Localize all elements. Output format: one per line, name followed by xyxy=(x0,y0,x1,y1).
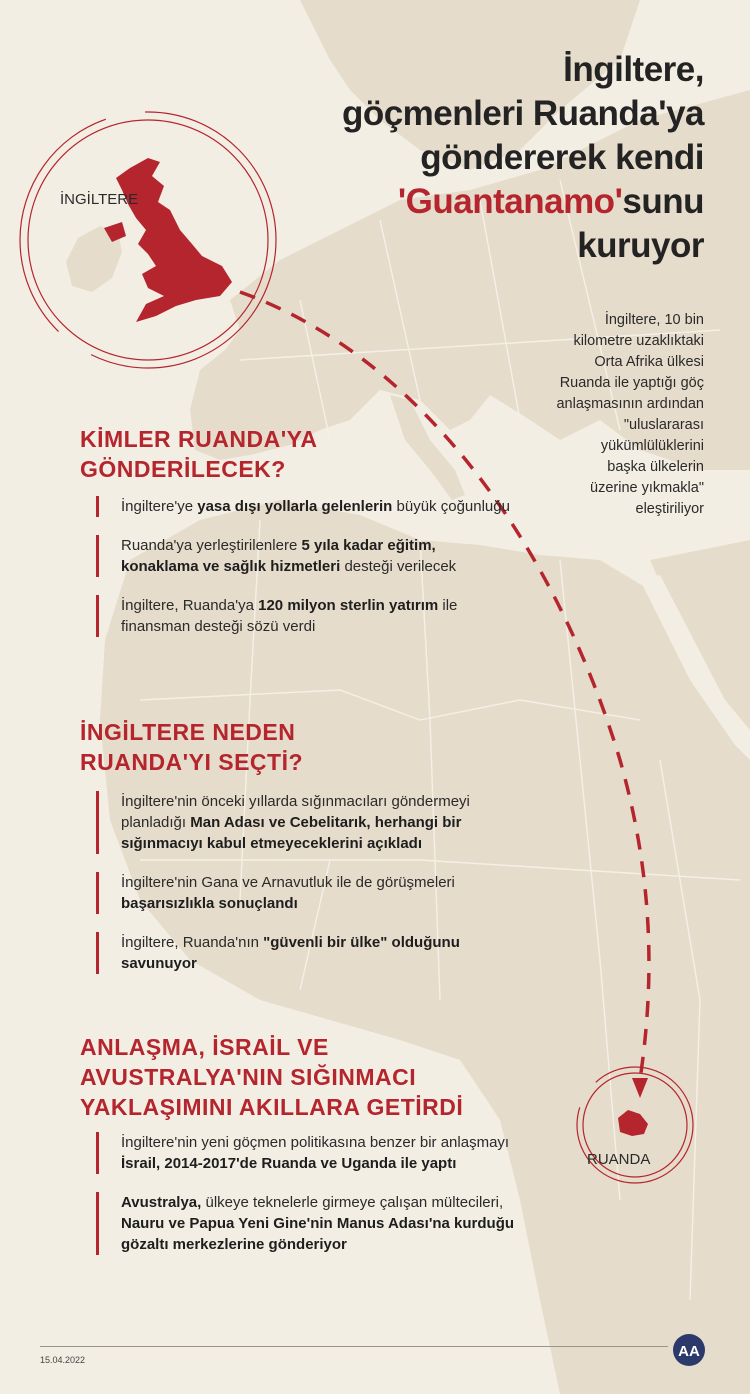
map-label-uk: İNGİLTERE xyxy=(60,191,139,208)
subtitle-line: Orta Afrika ülkesi xyxy=(594,354,704,370)
title-line-4 xyxy=(244,180,704,224)
item-text: Ruanda'ya yerleştirilenlere xyxy=(121,537,302,554)
section-items-comparison xyxy=(96,1132,516,1273)
section-title-line: GÖNDERİLECEK? xyxy=(80,456,286,482)
section-items-why xyxy=(96,791,516,992)
section-title-line: RUANDA'YI SEÇTİ? xyxy=(80,749,304,775)
info-item xyxy=(96,1132,516,1174)
title-line-5: kuruyor xyxy=(577,226,704,265)
info-item xyxy=(96,1192,516,1255)
section-title-line: YAKLAŞIMINI AKILLARA GETİRDİ xyxy=(80,1094,464,1120)
title-line-2: göçmenleri Ruanda'ya xyxy=(341,94,704,133)
aa-logo-icon xyxy=(672,1333,706,1367)
item-text: İngiltere'nin yeni göçmen politikasına benzer bir anlaşmayı xyxy=(121,1134,510,1151)
section-title-line: İNGİLTERE NEDEN xyxy=(80,719,296,745)
info-item xyxy=(96,535,516,577)
logo-text: AA xyxy=(678,1343,700,1360)
subtitle xyxy=(474,310,704,520)
section-items-who xyxy=(96,496,516,655)
item-text-bold: "güvenli bir ülke" olduğunu savunuyor xyxy=(121,934,460,972)
item-text-bold: 5 yıla kadar eğitim, konaklama ve sağlık hizmetleri xyxy=(121,537,436,575)
info-item xyxy=(96,496,516,517)
title-line-4-rest: sunu xyxy=(622,182,704,221)
subtitle-line: Ruanda ile yaptığı göç xyxy=(559,375,704,391)
footer-date: 15.04.2022 xyxy=(40,1355,86,1365)
item-text-bold: yasa dışı yollarla gelenlerin xyxy=(197,498,393,515)
item-text: İngiltere'nin Gana ve Arnavutluk ile de görüşmeleri xyxy=(121,874,455,891)
item-text: İngiltere'ye xyxy=(121,498,198,515)
item-text: İngiltere, Ruanda'nın xyxy=(121,934,264,951)
item-text: ülkeye teknelerle girmeye çalışan mültecileri, xyxy=(201,1194,504,1211)
item-text-bold: başarısızlıkla sonuçlandı xyxy=(121,895,298,912)
subtitle-line: üzerine yıkmakla" xyxy=(590,480,704,496)
section-title-who xyxy=(80,424,318,484)
subtitle-line: kilometre uzaklıktaki xyxy=(573,333,704,349)
item-text: ile finansman desteği sözü verdi xyxy=(121,597,458,635)
item-text-bold: 120 milyon sterlin yatırım xyxy=(258,597,439,614)
item-text: İngiltere, Ruanda'ya xyxy=(121,597,259,614)
info-item xyxy=(96,932,516,974)
map-label-rwanda: RUANDA xyxy=(587,1151,651,1168)
info-item xyxy=(96,595,516,637)
info-item xyxy=(96,791,516,854)
item-text: İngiltere'nin önceki yıllarda sığınmacıları göndermeyi planladığı xyxy=(121,793,470,831)
section-title-line: KİMLER RUANDA'YA xyxy=(80,426,318,452)
footer-divider xyxy=(40,1346,668,1347)
info-item xyxy=(96,872,516,914)
item-text-bold: Avustralya, xyxy=(121,1194,202,1211)
item-text-bold: İsrail, 2014-2017'de Ruanda ve Uganda ile yaptı xyxy=(121,1155,457,1172)
uk-shape xyxy=(116,158,232,322)
title-line-3: göndererek kendi xyxy=(420,138,704,177)
subtitle-line: başka ülkelerin xyxy=(607,459,704,475)
subtitle-line: yükümlülüklerini xyxy=(600,438,704,454)
page-title xyxy=(244,48,704,268)
item-text-bold: Man Adası ve Cebelitarık, herhangi bir sığınmacıyı kabul etmeyeceklerini açıkladı xyxy=(121,814,462,852)
subtitle-line: anlaşmasının ardından xyxy=(556,396,704,412)
section-title-line: AVUSTRALYA'NIN SIĞINMACI xyxy=(80,1064,417,1090)
subtitle-line: "uluslararası xyxy=(623,417,704,433)
section-title-why xyxy=(80,717,303,777)
subtitle-line: eleştiriliyor xyxy=(635,501,704,517)
section-title-line: ANLAŞMA, İSRAİL VE xyxy=(80,1034,329,1060)
section-title-comparison xyxy=(80,1032,463,1122)
title-line-1: İngiltere, xyxy=(563,50,704,89)
item-text: desteği verilecek xyxy=(340,558,457,575)
title-highlight: 'Guantanamo' xyxy=(397,182,623,221)
item-text-bold: Nauru ve Papua Yeni Gine'nin Manus Adası'na kurduğu gözaltı merkezlerine gönderiyor xyxy=(121,1215,515,1253)
item-text: büyük çoğunluğu xyxy=(392,498,510,515)
subtitle-line: İngiltere, 10 bin xyxy=(604,312,704,328)
